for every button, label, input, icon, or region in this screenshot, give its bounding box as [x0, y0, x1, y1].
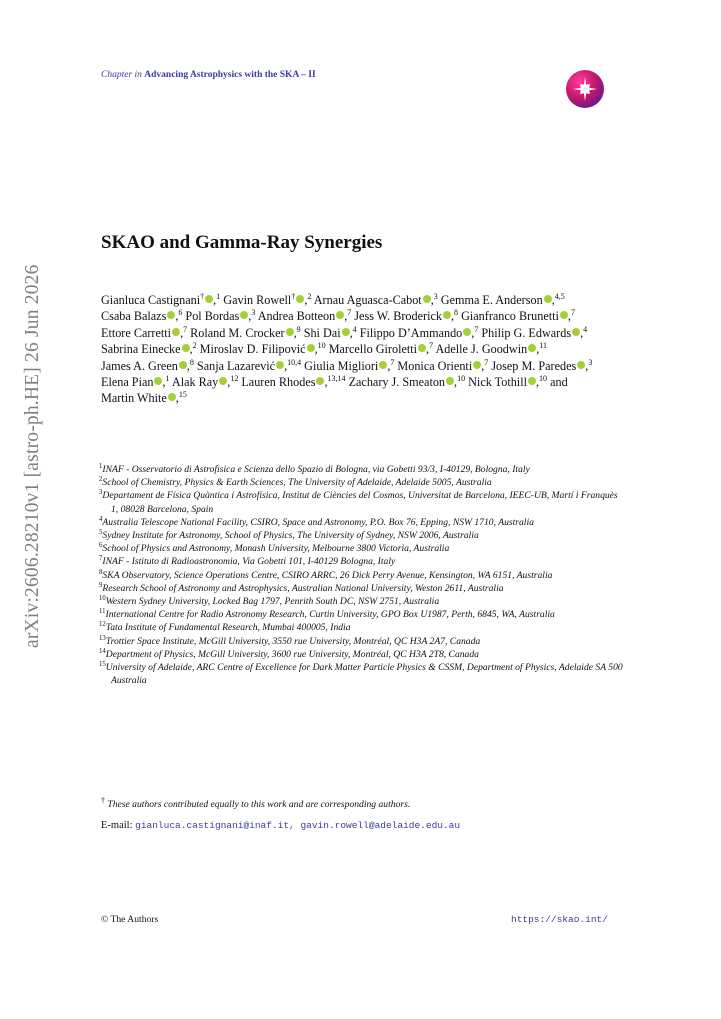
email-line [101, 820, 460, 831]
orcid-icon[interactable] [528, 377, 536, 385]
dagger-mark: † [200, 291, 205, 301]
author-name: Pol Bordas [185, 309, 240, 324]
affiliation-ref: 3 [433, 291, 438, 301]
affiliation-ref: 4 [583, 324, 588, 334]
affiliation-number: 6 [99, 542, 103, 550]
affiliation-number: 4 [99, 515, 103, 523]
author-name: Gianluca Castignani [101, 293, 201, 307]
author-entry: Gavin Rowell† ,$^2$ [223, 291, 312, 307]
author-entry: Ettore Carretti ,$^7$ [101, 324, 188, 340]
author-name: Gemma E. Anderson [440, 293, 543, 307]
affiliation-item [95, 542, 625, 555]
author-entry: Adelle J. Goodwin ,$^{11}$ [435, 341, 547, 357]
affiliation-ref: 11 [539, 341, 547, 351]
affiliation-ref: 1 [216, 291, 221, 301]
author-entry: Arnau Aguasca-Cabot ,$^3$ [313, 291, 438, 307]
skao-link[interactable]: https://skao.int/ [511, 914, 608, 925]
affiliation-text: International Centre for Radio Astronomy Research, Curtin University, GPO Box U1987, Perth, 6845, WA, Australia [105, 609, 555, 621]
author-entry: Alak Ray ,$^{12}$ [171, 373, 239, 390]
author-entry: Martin White ,$^{15}$ [101, 390, 187, 406]
author-name: Arnau Aguasca-Cabot [313, 293, 422, 307]
chapter-prefix: Chapter in [101, 70, 142, 80]
author-entry: Sanja Lazarević ,$^{10,4}$ [196, 357, 302, 373]
affiliation-number: 8 [99, 568, 103, 576]
author-name: Nick Tothill [468, 375, 527, 390]
affiliation-ref: 6 [178, 308, 183, 318]
author-name: Gianfranco Brunetti [461, 309, 559, 324]
book-title[interactable]: Advancing Astrophysics with the SKA – II [144, 70, 316, 80]
author-name: Csaba Balazs [101, 309, 167, 324]
author-entry: Lauren Rhodes ,$^{13,14}$ [241, 373, 346, 390]
affiliation-text: Research School of Astronomy and Astrophysics, Australian National University, Weston 2611, Australia [102, 582, 504, 594]
affiliation-text: School of Physics and Astronomy, Monash University, Melbourne 3800 Victoria, Australia [102, 543, 450, 555]
orcid-icon[interactable] [219, 377, 227, 385]
affiliation-item [95, 489, 625, 515]
affiliation-number: 9 [99, 581, 103, 589]
author-name: Martin White [101, 391, 167, 406]
affiliation-text: Western Sydney University, Locked Bag 1797, Penrith South DC, NSW 2751, Australia [105, 596, 440, 608]
orcid-icon[interactable] [167, 311, 175, 319]
affiliation-ref: 7 [474, 324, 479, 334]
affiliation-text: INAF - Istituto di Radioastronomia, Via Gobetti 101, I-40129 Bologna, Italy [102, 556, 396, 568]
affiliation-ref: 3 [588, 357, 593, 367]
orcid-icon[interactable] [286, 328, 294, 336]
orcid-icon[interactable] [572, 328, 580, 336]
affiliation-number: 10 [99, 594, 106, 602]
author-name: Shi Dai [303, 325, 341, 340]
affiliation-ref: 7 [570, 308, 575, 318]
dagger-mark: † [291, 291, 296, 301]
author-entry: Philip G. Edwards ,$^4$ [481, 324, 588, 340]
affiliation-ref: 4 [352, 324, 357, 334]
author-name: Giulia Migliori [304, 358, 379, 373]
orcid-icon[interactable] [423, 295, 431, 303]
orcid-icon[interactable] [316, 377, 324, 385]
orcid-icon[interactable] [342, 328, 350, 336]
affiliation-ref: 13,14 [327, 373, 346, 383]
orcid-icon[interactable] [463, 328, 471, 336]
author-entry: Giulia Migliori ,$^7$ [304, 357, 395, 373]
affiliation-ref: 7 [390, 357, 395, 367]
author-name: Roland M. Crocker [190, 325, 285, 340]
author-name: Monica Orienti [397, 358, 473, 373]
author-name: Philip G. Edwards [481, 325, 572, 340]
affiliation-item [95, 648, 625, 661]
author-entry: Pol Bordas ,$^3$ [185, 308, 256, 324]
author-name: Sabrina Einecke [101, 342, 181, 357]
author-entry: Gemma E. Anderson ,$^{4,5}$ [440, 291, 565, 307]
affiliation-text: Sydney Institute for Astronomy, School of Physics, The University of Sydney, NSW 2006, Australia [102, 530, 479, 542]
affiliation-number: 11 [99, 608, 106, 616]
affiliation-ref: 3 [251, 308, 256, 318]
affiliation-item [95, 608, 625, 621]
author-name: Marcello Giroletti [328, 342, 418, 357]
ska-star-logo-icon [566, 70, 604, 108]
affiliation-ref: 7 [484, 357, 489, 367]
affiliation-number: 2 [99, 476, 103, 484]
orcid-icon[interactable] [296, 295, 304, 303]
affiliation-text: Tata Institute of Fundamental Research, Mumbai 400005, India [105, 622, 351, 634]
affiliation-number: 12 [99, 621, 106, 629]
affiliation-ref: 9 [296, 324, 301, 334]
affiliation-number: 15 [99, 660, 106, 668]
author-name: Filippo D’Ammando [359, 325, 463, 340]
affiliation-item [95, 635, 625, 648]
orcid-icon[interactable] [473, 361, 481, 369]
arxiv-stamp: arXiv:2606.28210v1 [astro-ph.HE] 26 Jun 2026 [22, 264, 43, 648]
affiliation-item [95, 595, 625, 608]
author-name: Jess W. Broderick [354, 309, 442, 324]
affiliation-item [95, 529, 625, 542]
affiliation-item [95, 661, 625, 687]
author-name: Sanja Lazarević [196, 358, 276, 373]
orcid-icon[interactable] [205, 295, 213, 303]
affiliation-item [95, 582, 625, 595]
author-name: Josep M. Paredes [491, 358, 577, 373]
author-name: Elena Pian [101, 375, 154, 390]
affiliation-ref: 4,5 [554, 291, 565, 301]
affiliation-ref: 15 [178, 390, 187, 400]
affiliation-list [95, 463, 625, 687]
author-entry: Andrea Botteon ,$^7$ [257, 308, 352, 324]
paper-title: SKAO and Gamma-Ray Synergies [101, 232, 383, 253]
copyright: © The Authors [101, 914, 159, 925]
author-entry: Zachary J. Smeaton ,$^{10}$ [348, 373, 466, 390]
affiliation-number: 5 [99, 528, 103, 536]
author-name: Andrea Botteon [257, 309, 336, 324]
affiliation-item [95, 476, 625, 489]
author-entry: Elena Pian ,$^1$ [101, 373, 170, 390]
author-name: Zachary J. Smeaton [348, 375, 446, 390]
author-entry: Monica Orienti ,$^7$ [397, 357, 489, 373]
orcid-icon[interactable] [172, 328, 180, 336]
orcid-icon[interactable] [179, 361, 187, 369]
affiliation-ref: 7 [347, 308, 352, 318]
affiliation-ref: 1 [165, 373, 170, 383]
affiliation-item [95, 516, 625, 529]
orcid-icon[interactable] [336, 311, 344, 319]
author-entry: James A. Green ,$^8$ [101, 357, 194, 373]
affiliation-item [95, 555, 625, 568]
orcid-icon[interactable] [154, 377, 162, 385]
orcid-icon[interactable] [560, 311, 568, 319]
affiliation-text: University of Adelaide, ARC Centre of Excellence for Dark Matter Particle Physics & CSSM, Department of Physics, Adelaide SA 500 Australia [105, 662, 623, 687]
author-entry: Josep M. Paredes ,$^3$ [491, 357, 593, 373]
affiliation-number: 13 [99, 634, 106, 642]
equal-contribution-note [101, 795, 411, 810]
orcid-icon[interactable] [307, 344, 315, 352]
affiliation-ref: 10 [457, 373, 466, 383]
affiliation-ref: 10,4 [287, 357, 302, 367]
orcid-icon[interactable] [379, 361, 387, 369]
orcid-icon[interactable] [168, 393, 176, 401]
email-label: E-mail: [101, 820, 133, 831]
author-name: Miroslav D. Filipović [199, 342, 306, 357]
affiliation-text: SKA Observatory, Science Operations Centre, CSIRO ARRC, 26 Dick Perry Avenue, Kensington, WA 6151, Australia [102, 569, 553, 581]
author-entry: Roland M. Crocker ,$^9$ [190, 324, 301, 340]
author-name: Lauren Rhodes [241, 375, 316, 390]
affiliation-ref: 2 [307, 291, 312, 301]
affiliation-text: Trottier Space Institute, McGill University, 3550 rue University, Montréal, QC H3A 2A7, Canada [105, 635, 481, 647]
affiliation-ref: 10 [317, 341, 326, 351]
email-links[interactable]: gianluca.castignani@inaf.it, gavin.rowell@adelaide.edu.au [135, 820, 461, 831]
author-name: Ettore Carretti [101, 325, 172, 340]
affiliation-text: INAF - Osservatorio di Astrofisica e Scienza dello Spazio di Bologna, via Gobetti 93/3, I-40129, Bologna, Italy [102, 464, 530, 475]
author-entry: Marcello Giroletti ,$^7$ [328, 341, 434, 357]
affiliation-ref: 2 [192, 341, 197, 351]
orcid-icon[interactable] [182, 344, 190, 352]
author-name: Alak Ray [171, 375, 219, 390]
affiliation-number: 3 [99, 489, 103, 497]
orcid-icon[interactable] [276, 361, 284, 369]
orcid-icon[interactable] [446, 377, 454, 385]
orcid-icon[interactable] [418, 344, 426, 352]
affiliation-item [95, 569, 625, 582]
author-name: Gavin Rowell [223, 293, 292, 307]
affiliation-ref: 10 [539, 373, 548, 383]
orcid-icon[interactable] [528, 344, 536, 352]
note-text: These authors contributed equally to this work and are corresponding authors. [107, 799, 411, 810]
author-entry: Sabrina Einecke ,$^2$ [101, 341, 197, 357]
dagger-mark: † [101, 795, 105, 805]
author-entry: Csaba Balazs ,$^6$ [101, 308, 183, 324]
author-entry: Jess W. Broderick ,$^8$ [354, 308, 459, 324]
affiliation-ref: 7 [429, 341, 434, 351]
author-entry: Shi Dai ,$^4$ [303, 324, 357, 340]
orcid-icon[interactable] [544, 295, 552, 303]
affiliation-text: Departament de Física Quàntica i Astrofísica, Institut de Ciències del Cosmos, Universitat de Barcelona, IEEC-UB, Martí i Franquès 1, 08028 Barcelona, Spain [102, 490, 618, 515]
affiliation-ref: 8 [454, 308, 459, 318]
author-name: Adelle J. Goodwin [435, 342, 528, 357]
affiliation-ref: 8 [189, 357, 194, 367]
orcid-icon[interactable] [577, 361, 585, 369]
affiliation-text: Department of Physics, McGill University, 3600 rue University, Montréal, QC H3A 2T8, Canada [105, 648, 479, 660]
affiliation-ref: 7 [183, 324, 188, 334]
affiliation-item [95, 463, 625, 476]
orcid-icon[interactable] [443, 311, 451, 319]
affiliation-ref: 12 [230, 373, 239, 383]
affiliation-number: 1 [99, 462, 103, 470]
chapter-header [101, 70, 316, 80]
author-entry: Filippo D’Ammando ,$^7$ [359, 324, 479, 340]
affiliation-text: School of Chemistry, Physics & Earth Sciences, The University of Adelaide, Adelaide 5005, Australia [102, 477, 492, 489]
author-entry: Gianfranco Brunetti ,$^7$ [461, 308, 575, 324]
author-entry: Miroslav D. Filipović ,$^{10}$ [199, 341, 326, 357]
affiliation-number: 7 [99, 555, 103, 563]
affiliation-number: 14 [99, 647, 106, 655]
orcid-icon[interactable] [240, 311, 248, 319]
author-entry: Gianluca Castignani† ,$^1$ [101, 291, 221, 307]
authors-conjunction: and [547, 375, 568, 390]
affiliation-text: Australia Telescope National Facility, CSIRO, Space and Astronomy, P.O. Box 76, Epping, NSW 1710, Australia [102, 516, 534, 528]
author-entry: Nick Tothill ,$^{10}$ [468, 373, 548, 390]
author-name: James A. Green [101, 358, 178, 373]
author-list [101, 292, 621, 407]
affiliation-item [95, 621, 625, 634]
